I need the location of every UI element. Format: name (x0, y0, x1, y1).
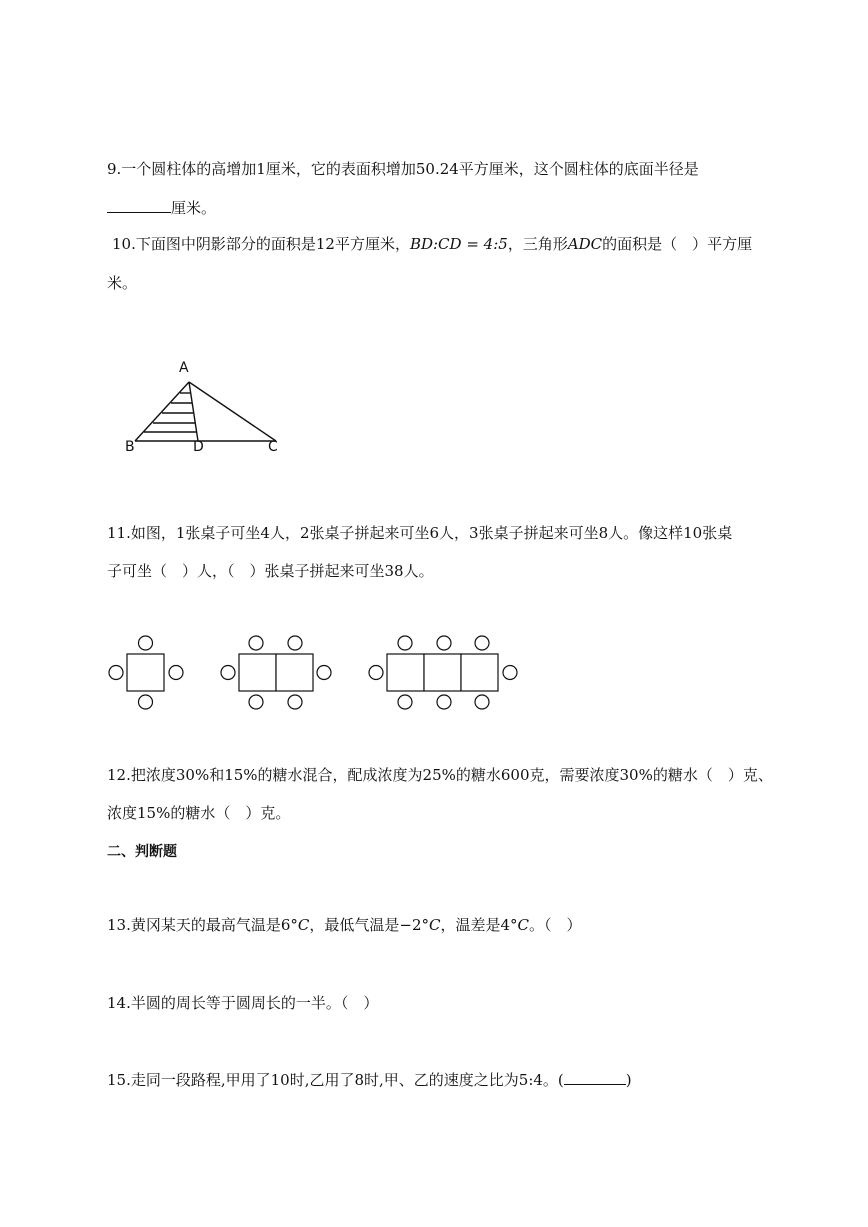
seat-circle (139, 695, 153, 709)
table-square (276, 654, 313, 691)
vertex-label-a: A (179, 360, 189, 376)
question-15-close-paren: ) (625, 1071, 632, 1089)
question-15 (107, 1068, 632, 1091)
seat-circle (475, 695, 489, 709)
seat-circle (503, 666, 517, 680)
question-10-text-c: 的面积是（ ）平方厘 (602, 235, 753, 253)
celsius-unit: °C (290, 916, 310, 934)
question-9-line-1: 9.一个圆柱体的高增加1厘米，它的表面积增加50.24平方厘米，这个圆柱体的底面半径是 (107, 160, 699, 178)
table-square (239, 654, 276, 691)
vertex-label-d: D (193, 439, 204, 455)
seat-circle (398, 636, 412, 650)
seat-circle (221, 666, 235, 680)
question-13-text-c: ，温差是4 (440, 916, 511, 934)
celsius-unit: °C (510, 916, 530, 934)
triangle-figure (115, 350, 315, 460)
seat-circle (169, 666, 183, 680)
two-tables-group (221, 636, 331, 709)
seat-circle (475, 636, 489, 650)
question-10-text-b: ，三角形 (507, 235, 568, 253)
section-title: 二、判断题 (107, 844, 177, 860)
question-14: 14.半圆的周长等于圆周长的一半。（ ） (107, 994, 379, 1012)
seat-circle (288, 695, 302, 709)
one-table-group (109, 636, 183, 709)
seat-circle (437, 695, 451, 709)
three-tables-group (369, 636, 517, 709)
vertex-label-b: B (125, 439, 135, 455)
vertex-label-c: C (268, 439, 278, 455)
seat-circle (139, 636, 153, 650)
seat-circle (317, 666, 331, 680)
question-13-text-b: ，最低气温是−2 (309, 916, 422, 934)
table-square (387, 654, 424, 691)
table-seating-figure (105, 633, 535, 713)
question-11-line-2: 子可坐（ ）人，（ ）张桌子拼起来可坐38人。 (107, 562, 434, 580)
question-13-text-d: 。（ ） (529, 916, 582, 934)
seat-circle (249, 636, 263, 650)
seat-circle (109, 666, 123, 680)
question-10-line-2: 米。 (107, 274, 138, 292)
answer-blank[interactable] (564, 1068, 626, 1085)
seat-circle (398, 695, 412, 709)
celsius-unit: °C (421, 916, 441, 934)
triangle-name: ADC (567, 235, 603, 253)
question-12-line-2: 浓度15%的糖水（ ）克。 (107, 804, 291, 822)
table-square (127, 654, 164, 691)
table-square (461, 654, 498, 691)
question-10-line-1 (112, 233, 752, 255)
question-15-text: 15.走同一段路程,甲用了10时,乙用了8时,甲、乙的速度之比为5:4。( (107, 1071, 564, 1089)
question-13 (107, 914, 582, 936)
seat-circle (369, 666, 383, 680)
question-10-text-a: 10.下面图中阴影部分的面积是12平方厘米， (112, 235, 410, 253)
question-11-line-1: 11.如图，1张桌子可坐4人，2张桌子拼起来可坐6人，3张桌子拼起来可坐8人。像这样10张桌 (107, 524, 733, 542)
answer-blank[interactable] (107, 196, 171, 213)
seat-circle (249, 695, 263, 709)
question-12-line-1: 12.把浓度30%和15%的糖水混合，配成浓度为25%的糖水600克，需要浓度30%的糖水（ ）克、 (107, 766, 773, 784)
table-square (424, 654, 461, 691)
ratio-expression: BD:CD = 4:5 (409, 235, 508, 253)
side-ac (189, 382, 276, 441)
question-13-text-a: 13.黄冈某天的最高气温是6 (107, 916, 291, 934)
seat-circle (437, 636, 451, 650)
seat-circle (288, 636, 302, 650)
question-9-line-2 (107, 196, 216, 219)
question-9-unit: 厘米。 (171, 199, 217, 217)
